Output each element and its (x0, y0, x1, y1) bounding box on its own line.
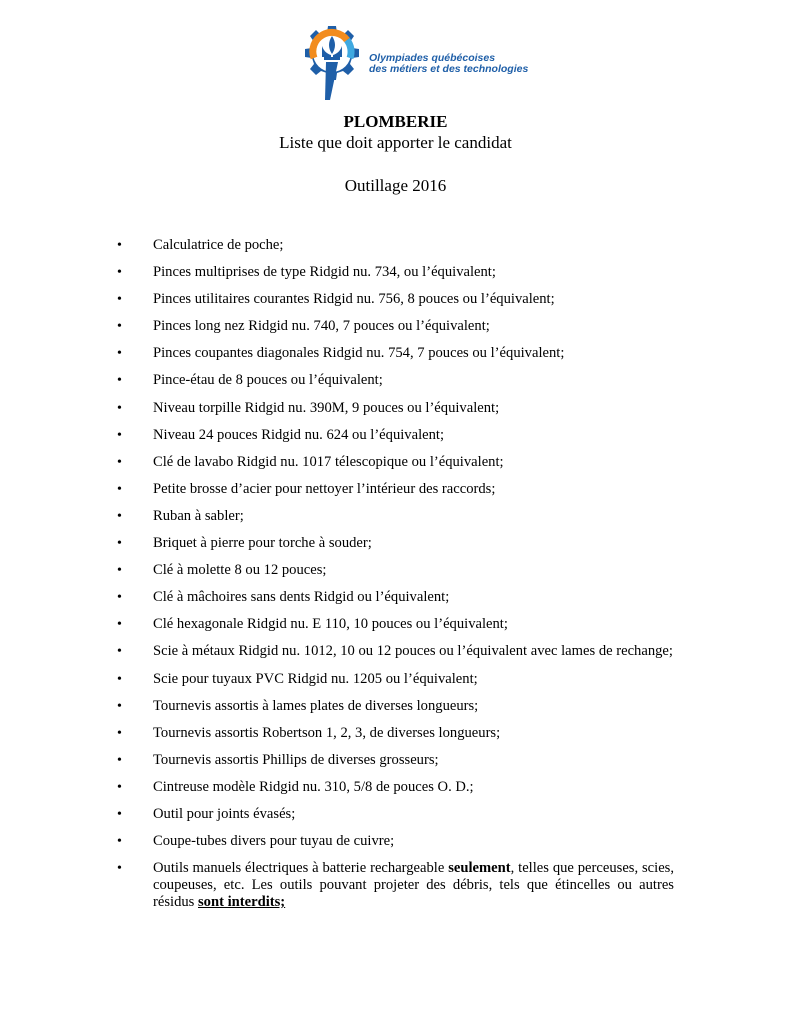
bullet-icon: • (117, 617, 122, 633)
emphasis-seulement: seulement (448, 860, 511, 877)
list-item (0, 454, 674, 471)
list-item (0, 264, 674, 281)
list-item-text: Scie pour tuyaux PVC Ridgid nu. 1205 ou l’équivalent; (153, 670, 478, 687)
list-item (0, 698, 674, 715)
list-item-text: Pinces multiprises de type Ridgid nu. 734, ou l’équivalent; (153, 264, 496, 281)
list-item-text: Pinces utilitaires courantes Ridgid nu. 756, 8 pouces ou l’équivalent; (153, 291, 555, 308)
list-item-text: Scie à métaux Ridgid nu. 1012, 10 ou 12 pouces ou l’équivalent avec lames de rechange; (153, 643, 673, 660)
list-item-text: , telles que perceuses, scies, coupeuses, etc. Les outils pouvant projeter des débris, tels que étincelles ou autres résidus (153, 860, 675, 911)
list-item-text: Clé à mâchoires sans dents Ridgid ou l’équivalent; (153, 589, 450, 606)
bullet-icon: • (117, 861, 122, 877)
list-item-text: Calculatrice de poche; (153, 237, 284, 253)
logo-line-1: Olympiades québécoises (369, 52, 496, 64)
bullet-icon: • (117, 725, 122, 741)
bullet-icon: • (117, 644, 122, 660)
list-item-text: Cintreuse modèle Ridgid nu. 310, 5/8 de pouces O. D.; (153, 778, 474, 795)
list-item (0, 833, 674, 850)
list-item-text: Pinces long nez Ridgid nu. 740, 7 pouces ou l’équivalent; (153, 318, 490, 335)
bullet-icon: • (117, 265, 122, 281)
list-item (0, 372, 674, 389)
list-item (0, 616, 674, 633)
list-item-text: Outils manuels électriques à batterie rechargeable (153, 860, 449, 877)
list-item (0, 562, 674, 579)
bullet-icon: • (117, 779, 122, 795)
bullet-icon: • (117, 563, 122, 579)
list-item-text: Petite brosse d’acier pour nettoyer l’intérieur des raccords; (153, 480, 496, 497)
bullet-icon: • (117, 346, 122, 362)
list-item (0, 318, 674, 335)
logo-line-2: des métiers et des technologies (369, 63, 529, 75)
document-year-line: Outillage 2016 (344, 176, 447, 195)
list-item (0, 725, 674, 742)
bullet-icon: • (117, 481, 122, 497)
list-item-text: Coupe-tubes divers pour tuyau de cuivre; (153, 833, 395, 850)
list-item (0, 291, 674, 308)
list-item-text: Pinces coupantes diagonales Ridgid nu. 754, 7 pouces ou l’équivalent; (153, 345, 565, 362)
document-subtitle: Liste que doit apporter le candidat (279, 133, 512, 152)
gear-torch-icon (300, 22, 370, 104)
bullet-icon: • (117, 834, 122, 850)
list-item-text: Tournevis assortis Robertson 1, 2, 3, de diverses longueurs; (153, 724, 501, 741)
list-item (0, 779, 674, 796)
bullet-icon: • (117, 806, 122, 822)
logo-text (369, 53, 528, 75)
bullet-icon: • (117, 292, 122, 308)
bullet-icon: • (117, 319, 122, 335)
list-item (0, 237, 674, 254)
list-item (0, 345, 674, 362)
list-item (0, 806, 674, 823)
list-item (0, 481, 674, 498)
bullet-icon: • (117, 373, 122, 389)
bullet-icon: • (117, 454, 122, 470)
list-item-text: Niveau torpille Ridgid nu. 390M, 9 pouces ou l’équivalent; (153, 399, 500, 416)
list-item (0, 752, 674, 769)
bullet-icon: • (117, 508, 122, 524)
list-item-text: Clé à molette 8 ou 12 pouces; (153, 562, 327, 579)
list-item (0, 860, 674, 911)
list-item-text: Pince-étau de 8 pouces ou l’équivalent; (153, 372, 383, 389)
list-item (0, 671, 674, 688)
list-item (0, 535, 674, 552)
list-item-text: Tournevis assortis à lames plates de diverses longueurs; (153, 697, 479, 714)
bullet-icon: • (117, 752, 122, 768)
bullet-icon: • (117, 427, 122, 443)
bullet-icon: • (117, 536, 122, 552)
bullet-icon: • (117, 238, 122, 253)
document-title: PLOMBERIE (343, 112, 448, 131)
list-item-text: Ruban à sabler; (153, 507, 244, 524)
bullet-icon: • (117, 400, 122, 416)
list-item-text: Clé hexagonale Ridgid nu. E 110, 10 pouces ou l’équivalent; (153, 616, 508, 633)
olympiades-logo (300, 22, 529, 104)
tool-list (0, 237, 791, 921)
bullet-icon: • (117, 698, 122, 714)
list-item (0, 643, 674, 660)
list-item (0, 589, 674, 606)
emphasis-sont-interdits: sont interdits; (198, 894, 286, 911)
list-item (0, 427, 674, 444)
list-item (0, 508, 674, 525)
list-item-text: Briquet à pierre pour torche à souder; (153, 535, 372, 552)
list-item-text: Outil pour joints évasés; (153, 805, 296, 822)
bullet-icon: • (117, 590, 122, 606)
list-item-text: Niveau 24 pouces Ridgid nu. 624 ou l’équivalent; (153, 426, 445, 443)
list-item-text: Clé de lavabo Ridgid nu. 1017 télescopique ou l’équivalent; (153, 453, 504, 470)
bullet-icon: • (117, 671, 122, 687)
list-item (0, 400, 674, 417)
list-item-text: Tournevis assortis Phillips de diverses grosseurs; (153, 751, 439, 768)
